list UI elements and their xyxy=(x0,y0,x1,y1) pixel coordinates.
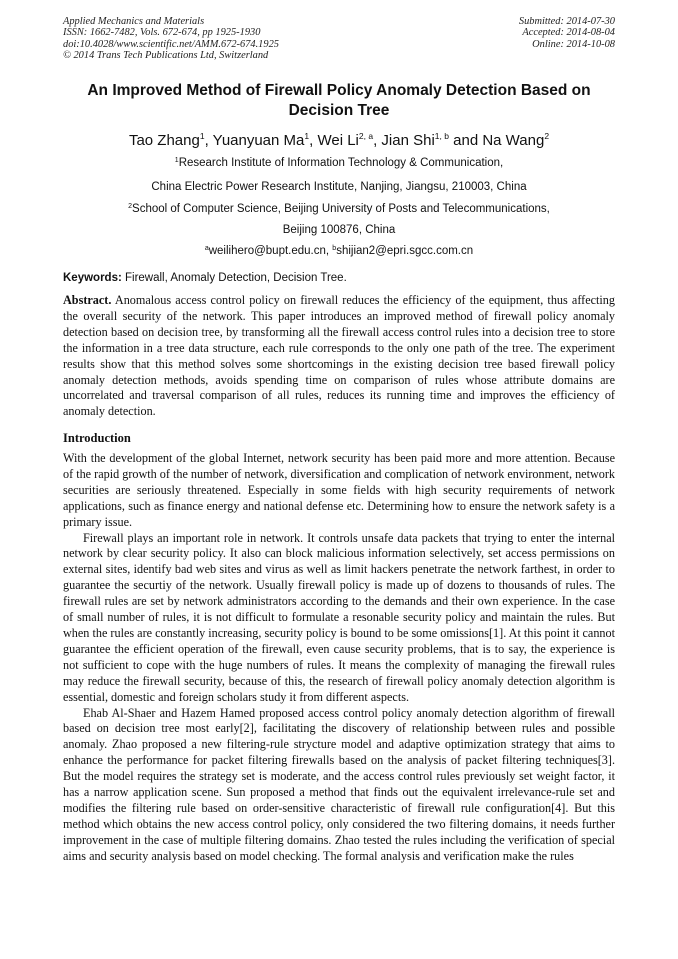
author-affiliation-mark: 1 xyxy=(304,131,310,141)
affiliation-line: Beijing 100876, China xyxy=(282,224,396,236)
body-paragraph: With the development of the global Internet, network security has been paid more and more attention. Because of the rapid growth of the number of network, diversification and complication of network environment, network securities are seriously threatened. Especially in some fields with high security requirements of network applications, such as finance energy and national defense etc. Determining how to ensure the network safety is a primary issue. xyxy=(63,451,616,529)
author-list xyxy=(40,131,638,151)
online-date: Online: 2014-10-08 xyxy=(532,38,615,50)
affiliation-line xyxy=(40,202,638,217)
email-address: weilihero@bupt.edu.cn, xyxy=(208,245,333,257)
keywords xyxy=(63,271,615,286)
author-name: Tao Zhang xyxy=(128,132,200,149)
copyright-line: © 2014 Trans Tech Publications Ltd, Switzerland xyxy=(63,49,269,61)
accepted-date: Accepted: 2014-08-04 xyxy=(522,27,615,39)
affiliation-line xyxy=(40,156,638,171)
email-address: shijian2@epri.sgcc.com.cn xyxy=(336,245,474,257)
author-name: Jian Shi xyxy=(381,132,435,149)
body-paragraph: Ehab Al-Shaer and Hazem Hamed proposed access control policy anomaly detection algorithm of firewall based on decision tree most early[2], facilitating the discovery of relationship between rules and possible anomaly. Zhao proposed a new filtering-rule strycture model and adaptive optimization strategy that aims to enhance the performance for packet filtering firewalls based on the analysis of packet filtering techniques[3]. But the model requires the strategy set is moderate, and the access control rules previously set weight factor, it has a narrow application scene. Sun proposed a method that finds out the equivalent irrelevance-rule set and modifies the filtering rule based on order-sensitive characteristic of firewall rule configuration[4]. But this method which obtains the new access control policy, only considered the two filtering domains, it needs further improvement in the case of multiple filtering domains. Zhao tested the rules including the verification of special aims and security analysis based on model checking. The formal analysis and verification make the rules xyxy=(63,705,615,863)
author-separator: , xyxy=(373,132,382,149)
abstract-text: Anomalous access control policy on firewall reduces the efficiency of the equipment, thus affecting the overall security of the network. This paper introduces an improved method of firewall policy anomaly detection based on decision tree, by transforming all the firewall access control rules into a decision tree to store the information in a tree data structure, each rule corresponds to the only one path of the tree. The experiment results show that this method solves some shortcomings in the existing decision tree based firewall policy anomaly detection methods, avoids spending time on comparison of rules whose attribute domains are uncorrelated and traversal comparison of all rules, reduces its running time and improves the efficiency of anomaly detection. xyxy=(63,293,615,419)
body-paragraph: Firewall plays an important role in network. It controls unsafe data packets that trying to enter the internal network by clear security policy. It also can block malicious information selectively, set access permissions on external sites, identify bad web sites and virus as well as limit hackers penetrate the network farthest, in order to guarantee the securtiy of the network. Usually firewall policy is made up of dozens to thousands of rules. The firewall rules are set by network administrators according to the demands and their own experience. In the case of small number of rules, it is not difficult to formulate a resonable security policy and maintain the rules. But when the rules are constantly increasing, security policy is bound to be some omissions[1]. At this point it cannot guarantee the efficient operation of the firewall, even cause security problems, that is to say, the experience is not sufficient to cope with the huge numbers of rules. It means the complexity of managing the firewall rules may reduce the firewall security, because of this, the research of firewall policy anomaly detection algorithm is essential, domestic and foreign scholars study it from different aspects. xyxy=(63,530,615,704)
publication-dates xyxy=(519,16,615,50)
author-separator: and xyxy=(448,132,483,149)
issn-line: ISSN: 1662-7482, Vols. 672-674, pp 1925-1930 xyxy=(63,27,261,39)
abstract xyxy=(63,293,615,420)
affiliation-text: School of Computer Science, Beijing University of Posts and Telecommunications, xyxy=(132,203,550,215)
introduction-body xyxy=(63,451,615,865)
author-affiliation-mark: 1, b xyxy=(434,131,449,141)
email-line xyxy=(40,244,638,259)
author-name: Wei Li xyxy=(317,132,359,149)
author-affiliation-mark: 2, a xyxy=(358,131,374,141)
author-affiliation-mark: 2 xyxy=(544,131,550,141)
author-separator: , xyxy=(309,132,318,149)
author-separator: , xyxy=(204,132,213,149)
paper-title: An Improved Method of Firewall Policy Anomaly Detection Based on Decision Tree xyxy=(87,82,591,119)
author-name: Na Wang xyxy=(482,132,545,149)
journal-info xyxy=(63,16,279,61)
submitted-date: Submitted: 2014-07-30 xyxy=(518,16,615,27)
doi-line: doi:10.4028/www.scientific.net/AMM.672-674.1925 xyxy=(63,38,279,50)
affiliation-line: China Electric Power Research Institute, Nanjing, Jiangsu, 210003, China xyxy=(151,181,527,193)
affiliation-mark: 1 xyxy=(174,157,179,164)
keywords-text: Firewall, Anomaly Detection, Decision Tree. xyxy=(121,272,347,284)
affiliation-text: Research Institute of Information Technology & Communication, xyxy=(178,157,504,169)
email-mark: a xyxy=(204,245,209,252)
keywords-label: Keywords: xyxy=(63,272,122,284)
journal-name: Applied Mechanics and Materials xyxy=(63,16,205,27)
author-name: Yuanyuan Ma xyxy=(212,132,305,149)
author-affiliation-mark: 1 xyxy=(199,131,205,141)
affiliation-mark: 2 xyxy=(128,203,133,210)
abstract-label: Abstract. xyxy=(63,293,112,307)
email-mark: b xyxy=(332,245,337,252)
section-heading-introduction: Introduction xyxy=(63,431,131,445)
